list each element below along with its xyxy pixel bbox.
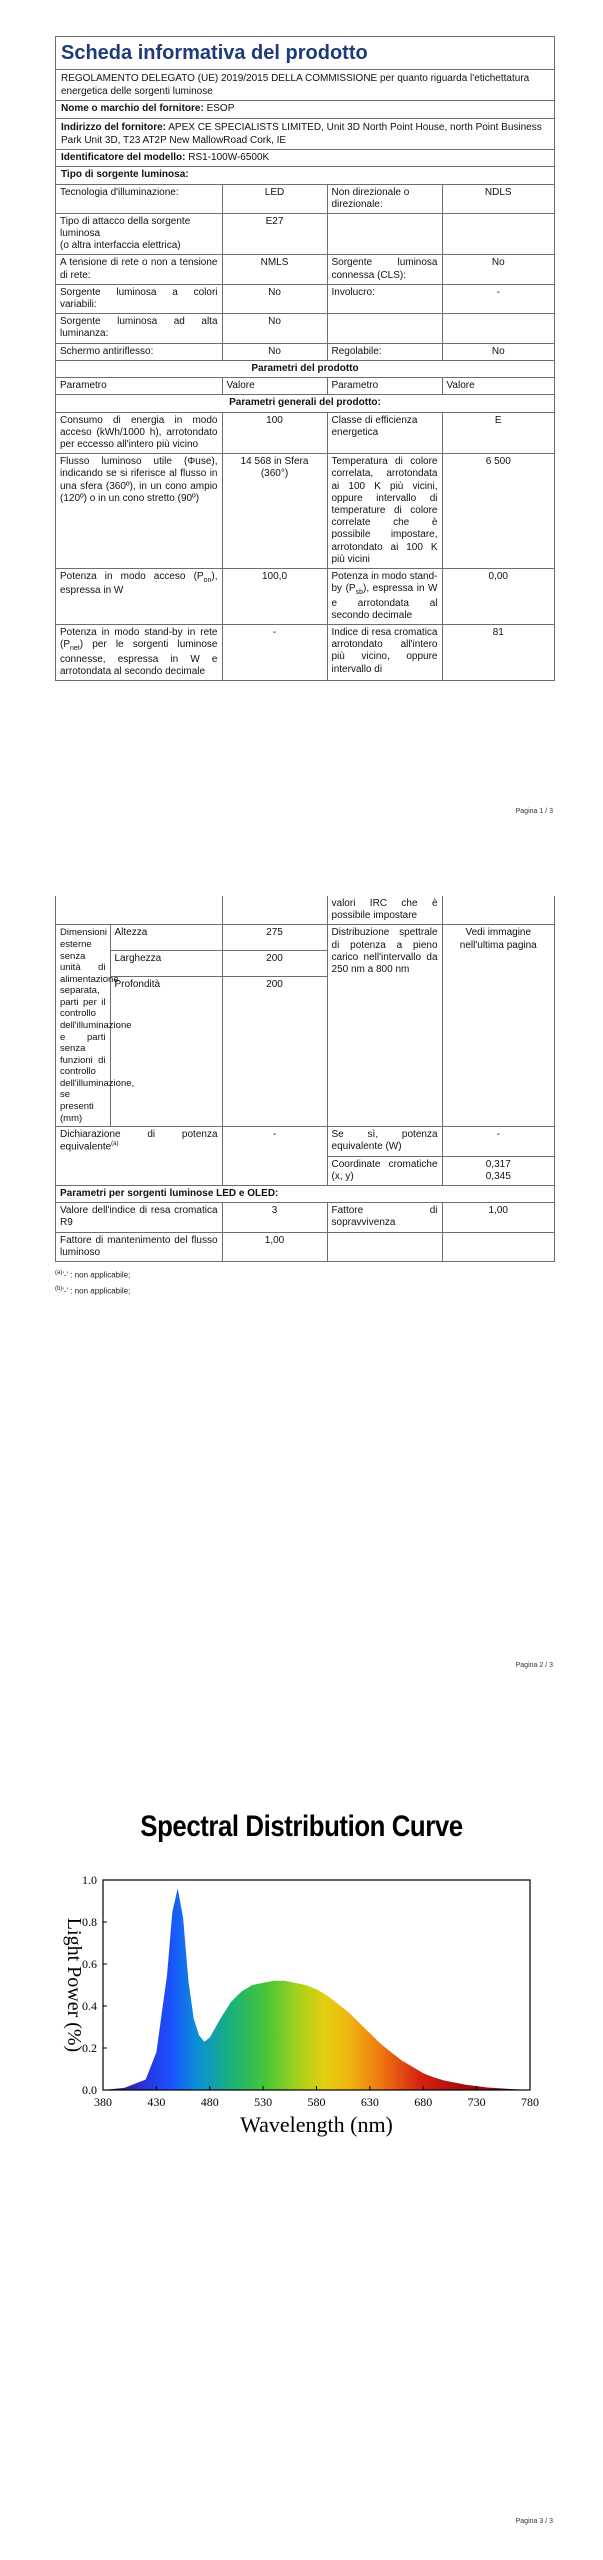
x-tick-label: 680 [414, 2095, 433, 2109]
table-row [56, 1185, 554, 1202]
cap-value: E27 [222, 213, 327, 255]
x-axis-label: Wavelength (nm) [240, 2112, 393, 2137]
table-row [56, 568, 554, 624]
nondir-value: NDLS [442, 185, 554, 214]
r9-value: 3 [222, 1203, 327, 1232]
r9-label: Valore dell'indice di resa cromatica R9 [56, 1203, 222, 1232]
supplier-name-label: Nome o marchio del fornitore: [61, 103, 204, 114]
params-table-continued [56, 896, 554, 1261]
chart-title: Spectral Distribution Curve [140, 1810, 463, 1843]
eq-power-value: - [222, 1127, 327, 1186]
pnet-label-text: Potenza in modo stand-by in rete (P [60, 626, 218, 651]
table-row [56, 1127, 554, 1156]
energy-value: 100 [222, 412, 327, 454]
supplier-address-label: Indirizzo del fornitore: [61, 121, 166, 133]
dimmable-label: Regolabile: [327, 343, 442, 360]
dimmable-value: No [442, 343, 554, 360]
column-header: Valore [442, 378, 554, 395]
cri-label-cont: valori IRC che è possibile impostare [327, 896, 442, 925]
model-row [56, 150, 554, 168]
table-row [56, 284, 554, 313]
tech-value: LED [222, 185, 327, 214]
footnote-text: '-' : non applicabile; [62, 1286, 131, 1296]
empty-cell [56, 896, 222, 925]
width-label: Larghezza [110, 951, 222, 977]
empty-cell [442, 896, 554, 925]
product-info-sheet-continued [55, 896, 555, 1262]
product-info-sheet [55, 36, 555, 681]
table-row [56, 314, 554, 343]
general-params-heading: Parametri generali del prodotto: [56, 395, 554, 412]
eq-yes-label: Se sì, potenza equivalente (W) [327, 1127, 442, 1156]
pnet-label [56, 624, 222, 680]
y-tick-label: 1.0 [82, 1873, 97, 1887]
chroma-y: 0,345 [485, 1170, 511, 1182]
table-row [56, 1203, 554, 1232]
psb-label-text: ), espressa in W e arrotondata al secondo decimale [331, 583, 438, 621]
empty-cell [442, 1232, 554, 1261]
empty-cell [327, 314, 442, 343]
column-header: Valore [222, 378, 327, 395]
footnote-mark: (a) [55, 1270, 63, 1276]
cri-label: Indice di resa cromatica arrotondato all'intero più vicino, oppure intervallo di [327, 624, 442, 680]
tech-label: Tecnologia d'illuminazione: [56, 185, 222, 214]
height-label: Altezza [110, 925, 222, 951]
footnote-b [55, 1286, 130, 1297]
table-header-row [56, 378, 554, 395]
width-value: 200 [222, 951, 327, 977]
y-tick-label: 0.2 [82, 2041, 97, 2055]
x-tick-label: 630 [360, 2095, 379, 2109]
model-id: RS1-100W-6500K [188, 151, 270, 163]
params-table-wrap [56, 378, 554, 680]
supplier-name-row [56, 101, 554, 119]
cct-label: Temperatura di colore correlata, arrotondata ai 100 K più vicini, oppure intervallo di temperature di colore correlate che è possibile impostare, arrotondato ai 100 K più vicini [327, 454, 442, 569]
eq-power-label [56, 1127, 222, 1186]
pnet-label-sub: net [70, 645, 80, 653]
height-value: 275 [222, 925, 327, 951]
eclass-value: E [442, 412, 554, 454]
flux-label: Flusso luminoso utile (Φuse), indicando se si riferisce al flusso in una sfera (360º), in un cono ampio (120º) o in un cono stretto (90º) [56, 454, 222, 569]
pon-label [56, 568, 222, 624]
table-row [56, 454, 554, 569]
cls-value: No [442, 255, 554, 284]
table-row [56, 213, 554, 255]
product-params-heading: Parametri del prodotto [56, 361, 554, 379]
psb-label [327, 568, 442, 624]
cri-value: 81 [442, 624, 554, 680]
eq-power-label-text: Dichiarazione di potenza equivalente [60, 1129, 218, 1153]
table-row [56, 896, 554, 925]
empty-cell [442, 314, 554, 343]
depth-label: Profondità [110, 977, 222, 1127]
cap-label: Tipo di attacco della sorgente luminosa [60, 215, 191, 240]
pon-label-text: Potenza in modo acceso (P [60, 570, 204, 582]
supplier-address: APEX CE SPECIALISTS LIMITED, Unit 3D North Point House, north Point Business Park Unit 3D, T23 AT2P New MallowRoad Cork, IE [61, 121, 542, 146]
spectral-value: Vedi immagine nell'ultima pagina [442, 925, 554, 1127]
nondir-label: Non direzionale o direzionale: [327, 185, 442, 214]
page-number: Pagina 2 / 3 [515, 1662, 553, 1669]
empty-cell [327, 213, 442, 255]
cap-sub: (o altra interfaccia elettrica) [60, 240, 181, 252]
supplier-name: ESOP [206, 103, 235, 114]
flux-value: 14 568 in Sfera (360°) [222, 454, 327, 569]
chroma-value [442, 1156, 554, 1185]
source-type-table [56, 185, 554, 360]
energy-label: Consumo di energia in modo acceso (kWh/1000 h), arrotondato per eccesso all'intero più vicino [56, 412, 222, 454]
psb-value: 0,00 [442, 568, 554, 624]
table-row [56, 343, 554, 360]
table-row [56, 395, 554, 412]
page-number: Pagina 3 / 3 [515, 2518, 553, 2525]
spectral-label: Distribuzione spettrale di potenza a pieno carico nell'intervallo da 250 nm a 800 nm [327, 925, 442, 1127]
table-row [56, 925, 554, 951]
x-tick-label: 580 [307, 2095, 326, 2109]
eclass-label: Classe di efficienza energetica [327, 412, 442, 454]
pon-label-text: ), espressa in W [60, 570, 218, 597]
footnote-a [55, 1270, 130, 1281]
hl-value: No [222, 314, 327, 343]
depth-value: 200 [222, 977, 327, 1127]
pon-value: 100,0 [222, 568, 327, 624]
dims-label: Dimensioni esterne senza unità di alimentazione separata, parti per il controllo dell'illuminazione e parti senza funzioni di controllo dell'illuminazione, se presenti (mm) [56, 925, 110, 1127]
empty-cell [222, 896, 327, 925]
survival-label: Fattore di sopravvivenza [327, 1203, 442, 1232]
params-table [56, 378, 554, 680]
y-axis-label: Light Power (%) [63, 1917, 85, 2053]
source-type-table-wrap [56, 185, 554, 361]
empty-cell [327, 1232, 442, 1261]
supplier-address-row [56, 119, 554, 150]
cls-label: Sorgente luminosa connessa (CLS): [327, 255, 442, 284]
empty-cell [442, 213, 554, 255]
hl-label: Sorgente luminosa ad alta luminanza: [56, 314, 222, 343]
x-tick-label: 730 [467, 2095, 486, 2109]
table-row [56, 255, 554, 284]
y-tick-label: 0.6 [82, 1957, 97, 1971]
mains-label: A tensione di rete o non a tensione di rete: [56, 255, 222, 284]
survival-value: 1,00 [442, 1203, 554, 1232]
led-heading: Parametri per sorgenti luminose LED e OLED: [56, 1185, 554, 1202]
chroma-label: Coordinate cromatiche (x, y) [327, 1156, 442, 1185]
y-tick-label: 0.4 [82, 1999, 97, 2013]
antiglare-label: Schermo antiriflesso: [56, 343, 222, 360]
envelope-value: - [442, 284, 554, 313]
colour-tunable-value: No [222, 284, 327, 313]
antiglare-value: No [222, 343, 327, 360]
footnote-mark: (b) [55, 1286, 63, 1292]
pnet-label-text: ) per le sorgenti luminose connesse, espressa in W e arrotondata al secondo decimale [60, 639, 218, 677]
source-type-heading: Tipo di sorgente luminosa: [56, 167, 554, 185]
maint-label: Fattore di mantenimento del flusso luminoso [56, 1232, 222, 1261]
pnet-value: - [222, 624, 327, 680]
x-tick-label: 780 [521, 2095, 539, 2109]
psb-label-text: Potenza in modo stand-by (P [331, 570, 438, 595]
mains-value: NMLS [222, 255, 327, 284]
page-1 [0, 0, 603, 840]
table-row [56, 412, 554, 454]
cap-label-cell [56, 213, 222, 255]
regulation-text: REGOLAMENTO DELEGATO (UE) 2019/2015 DELLA COMMISSIONE per quanto riguarda l'etichettatura energetica delle sorgenti luminose [56, 70, 554, 101]
x-tick-label: 480 [200, 2095, 219, 2109]
page-number: Pagina 1 / 3 [515, 808, 553, 815]
model-label: Identificatore del modello: [61, 151, 186, 163]
page-title: Scheda informativa del prodotto [56, 37, 554, 70]
footnote-text: '-' : non applicabile; [62, 1270, 131, 1280]
y-tick-label: 0.8 [82, 1915, 97, 1929]
envelope-label: Involucro: [327, 284, 442, 313]
table-row [56, 185, 554, 214]
y-tick-label: 0.0 [82, 2083, 97, 2097]
spectral-chart [0, 1860, 603, 2190]
x-tick-label: 430 [147, 2095, 166, 2109]
table-row [56, 624, 554, 680]
eq-yes-value: - [442, 1127, 554, 1156]
colour-tunable-label: Sorgente luminosa a colori variabili: [56, 284, 222, 313]
x-tick-label: 380 [94, 2095, 112, 2109]
cct-value: 6 500 [442, 454, 554, 569]
chroma-x: 0,317 [485, 1158, 511, 1170]
maint-value: 1,00 [222, 1232, 327, 1261]
table-row [56, 1232, 554, 1261]
pon-label-sub: on [203, 576, 212, 584]
column-header: Parametro [327, 378, 442, 395]
x-tick-label: 530 [254, 2095, 273, 2109]
psb-label-sub: sb [355, 589, 363, 597]
column-header: Parametro [56, 378, 222, 395]
spectrum-area [103, 1888, 530, 2090]
eq-power-sup: (a) [111, 1141, 119, 1148]
